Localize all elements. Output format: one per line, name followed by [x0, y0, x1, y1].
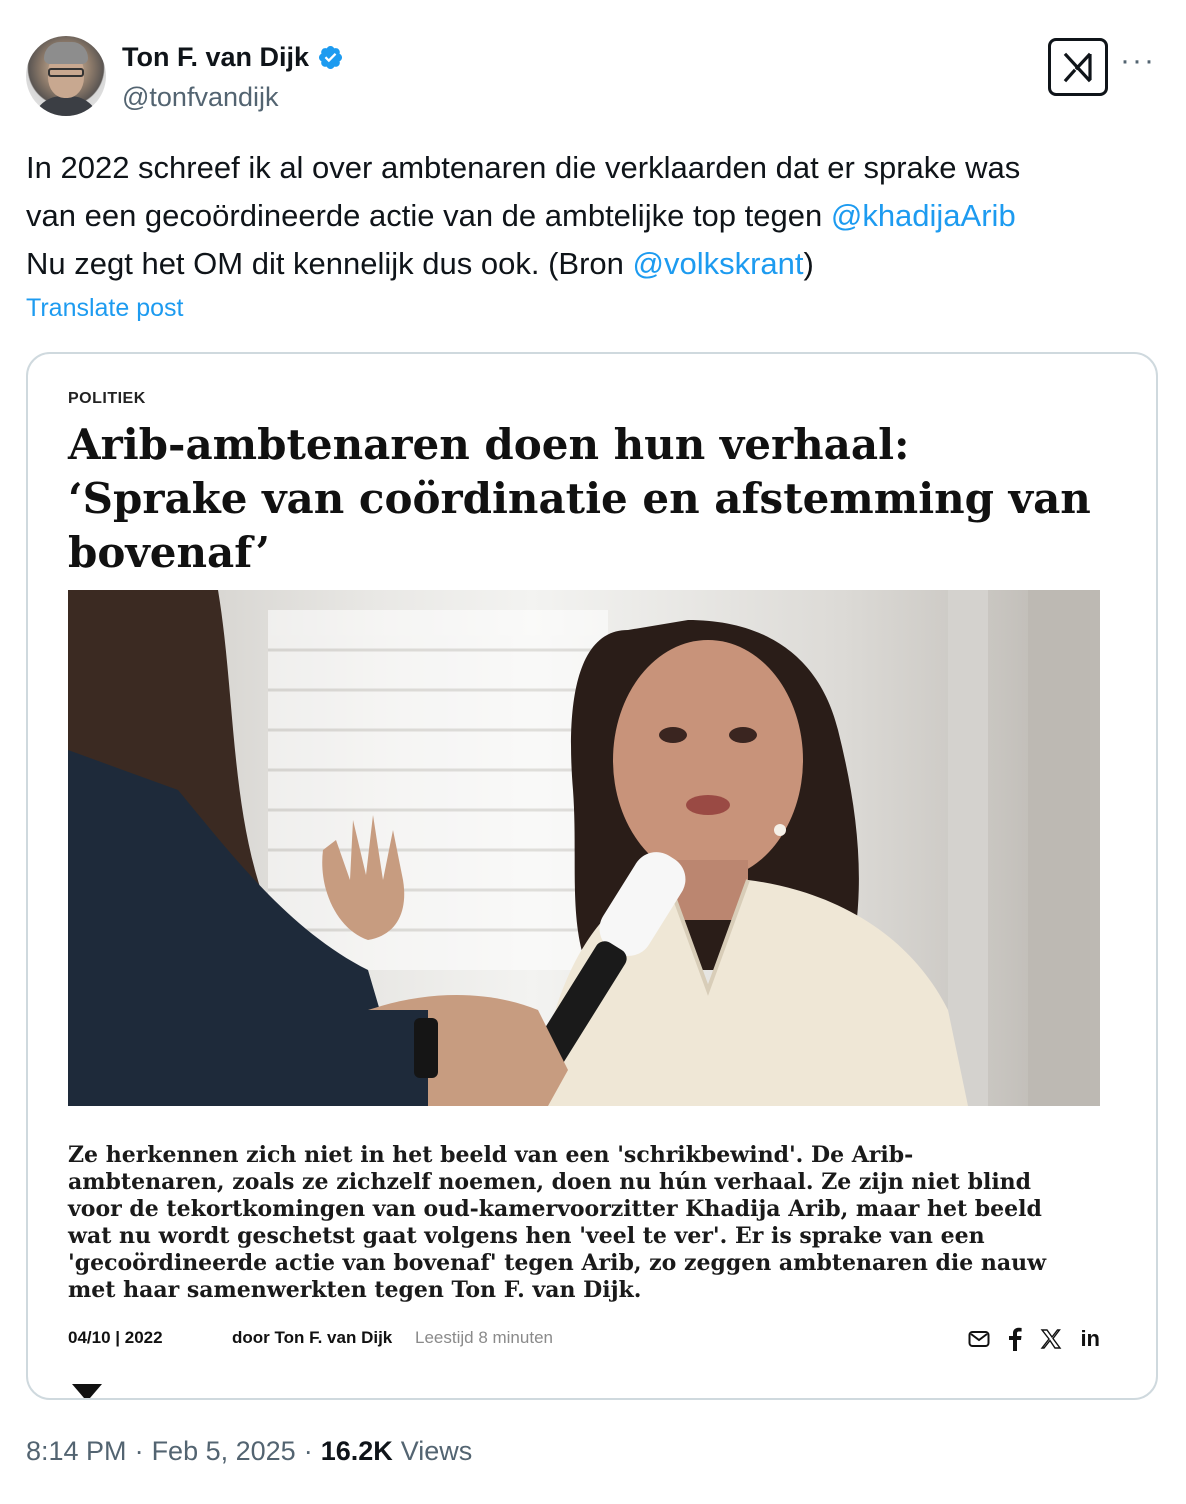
card-overflow-mark — [72, 1384, 102, 1398]
author-handle[interactable]: @tonfvandijk — [122, 82, 279, 112]
article-read-time: Leestijd 8 minuten — [415, 1328, 553, 1347]
linkedin-icon[interactable]: in — [1080, 1326, 1100, 1351]
headline-line: bovenaf’ — [68, 528, 271, 577]
tweet-footer — [26, 1436, 472, 1467]
article-byline: door Ton F. van Dijk — [232, 1328, 393, 1347]
article-lede — [68, 1142, 1128, 1304]
tweet-text-segment: ) — [803, 246, 814, 281]
post-time[interactable]: 8:14 PM — [26, 1436, 127, 1466]
mention-link[interactable]: @volkskrant — [632, 246, 804, 281]
tweet-text — [26, 144, 1166, 288]
tweet-text-line — [26, 240, 1166, 288]
mail-icon[interactable] — [968, 1326, 990, 1352]
author-display-name[interactable]: Ton F. van Dijk — [122, 42, 310, 72]
verified-badge-icon[interactable] — [317, 44, 344, 71]
headline-line: ‘Sprake van coördinatie en afstemming van — [68, 474, 1091, 523]
article-photo — [68, 590, 1100, 1106]
headline-line: Arib-ambtenaren doen hun verhaal: — [68, 420, 910, 469]
avatar[interactable] — [26, 36, 106, 116]
lede-line: Ze herkennen zich niet in het beeld van een 'schrikbewind'. De Arib- — [68, 1142, 914, 1168]
more-options-icon[interactable]: ··· — [1120, 44, 1156, 77]
share-icons — [968, 1326, 1100, 1352]
lede-line: ambtenaren, zoals ze zichzelf noemen, doen nu hún verhaal. Ze zijn niet blind — [68, 1169, 1032, 1195]
tweet-text-segment: In 2022 schreef ik al over ambtenaren die verklaarden dat er sprake was — [26, 150, 1021, 185]
link-card[interactable] — [26, 352, 1158, 1400]
lede-line: 'gecoördineerde actie van bovenaf' tegen Arib, zo zeggen ambtenaren die nauw — [68, 1250, 1047, 1276]
tweet-header — [26, 36, 1160, 120]
views-count: 16.2K — [320, 1436, 393, 1466]
lede-line: voor de tekortkomingen van oud-kamervoorzitter Khadija Arib, maar het beeld — [68, 1196, 1042, 1222]
views-label: Views — [400, 1436, 473, 1466]
lede-line: wat nu wordt geschetst gaat volgens hen 'veel te ver'. Er is sprake van een — [68, 1223, 985, 1249]
article-headline — [68, 418, 1128, 580]
tweet-text-segment: van een gecoördineerde actie van de ambtelijke top tegen — [26, 198, 831, 233]
facebook-icon[interactable] — [1008, 1326, 1022, 1352]
grok-icon[interactable] — [1048, 38, 1108, 96]
footer-separator: · — [134, 1436, 144, 1466]
tweet-text-line — [26, 144, 1166, 192]
post-date[interactable]: Feb 5, 2025 — [151, 1436, 296, 1466]
x-icon[interactable] — [1040, 1326, 1062, 1352]
lede-line: met haar samenwerkten tegen Ton F. van Dijk. — [68, 1277, 642, 1303]
article-meta — [68, 1326, 1100, 1354]
author-name-row[interactable] — [122, 42, 344, 73]
article-date: 04/10 | 2022 — [68, 1328, 163, 1347]
footer-separator: · — [303, 1436, 313, 1466]
article-section: POLITIEK — [68, 390, 146, 407]
mention-link[interactable]: @khadijaArib — [830, 198, 1016, 233]
tweet-text-line — [26, 192, 1166, 240]
translate-post-link[interactable]: Translate post — [26, 294, 184, 322]
tweet-text-segment: Nu zegt het OM dit kennelijk dus ook. (Bron — [26, 246, 633, 281]
